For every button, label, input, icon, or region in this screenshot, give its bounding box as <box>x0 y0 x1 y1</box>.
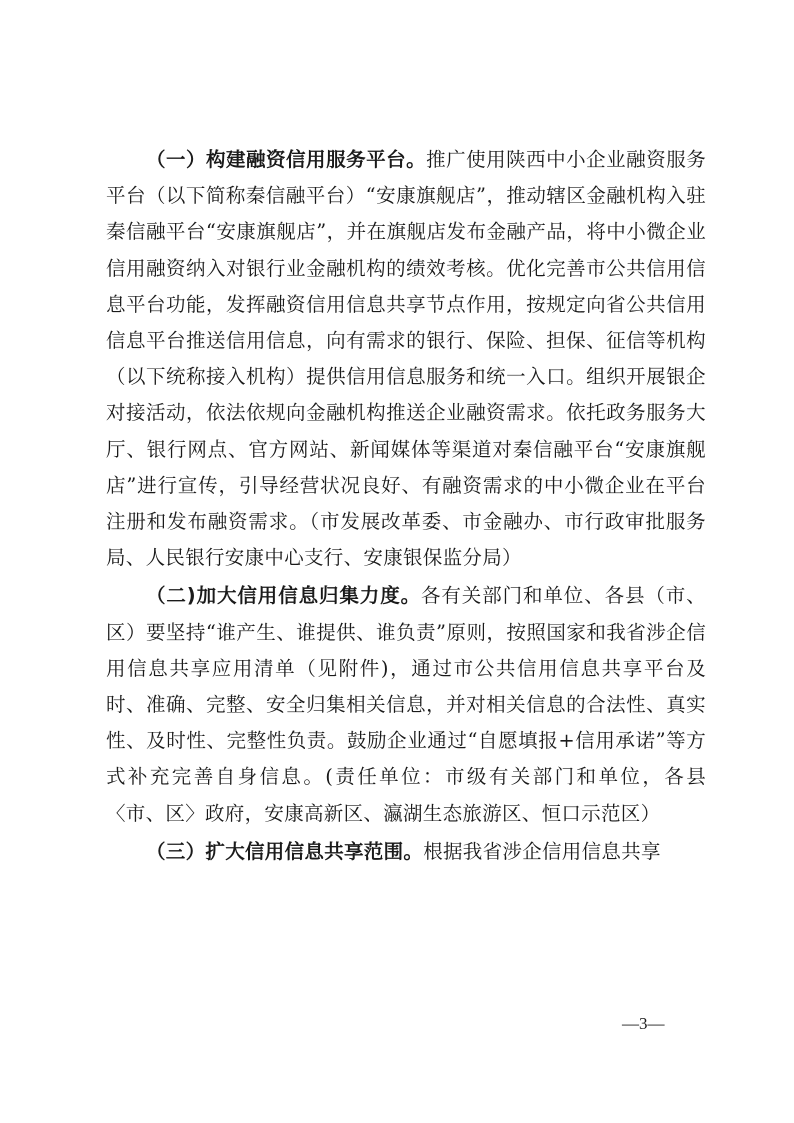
section-1-paragraph <box>106 142 706 576</box>
section-3-paragraph <box>106 834 706 870</box>
section-2-body: 各有关部门和单位、各县（市、区）要坚持“谁产生、谁提供、谁负责”原则，按照国家和我省涉企信用信息共享应用清单（见附件)，通过市公共信用信息共享平台及时、准确、完整、安全归集相关信息，并对相关信息的合法性、真实性、及时性、完整性负责。鼓励企业通过“自愿填报+信用承诺”等方式补充完善自身信息。(责任单位：市级有关部门和单位，各县〈市、区〉政府，安康高新区、瀛湖生态旅游区、恒口示范区） <box>106 584 706 825</box>
section-1-heading: （一）构建融资信用服务平台。 <box>146 148 427 171</box>
page-number: —3— <box>622 1014 665 1033</box>
section-2-heading: （二)加大信用信息归集力度。 <box>146 584 421 608</box>
document-body <box>106 142 706 872</box>
section-3-body: 根据我省涉企信用信息共享 <box>423 839 661 863</box>
section-1-body: 推广使用陕西中小企业融资服务平台（以下简称秦信融平台）“安康旗舰店”，推动辖区金融机构入驻秦信融平台“安康旗舰店”，并在旗舰店发布金融产品，将中小微企业信用融资纳入对银行业金融机构的绩效考核。优化完善市公共信用信息平台功能，发挥融资信用信息共享节点作用，按规定向省公共信用信息平台推送信用信息，向有需求的银行、保险、担保、征信等机构（以下统称接入机构）提供信用信息服务和统一入口。组织开展银企对接活动，依法依规向金融机构推送企业融资需求。依托政务服务大厅、银行网点、官方网站、新闻媒体等渠道对秦信融平台“安康旗舰店”进行宣传，引导经营状况良好、有融资需求的中小微企业在平台注册和发布融资需求。（市发展改革委、市金融办、市行政审批服务局、人民银行安康中心支行、安康银保监分局） <box>106 148 707 570</box>
section-3-heading: （三）扩大信用信息共享范围。 <box>146 839 424 863</box>
section-2-paragraph <box>106 578 706 831</box>
